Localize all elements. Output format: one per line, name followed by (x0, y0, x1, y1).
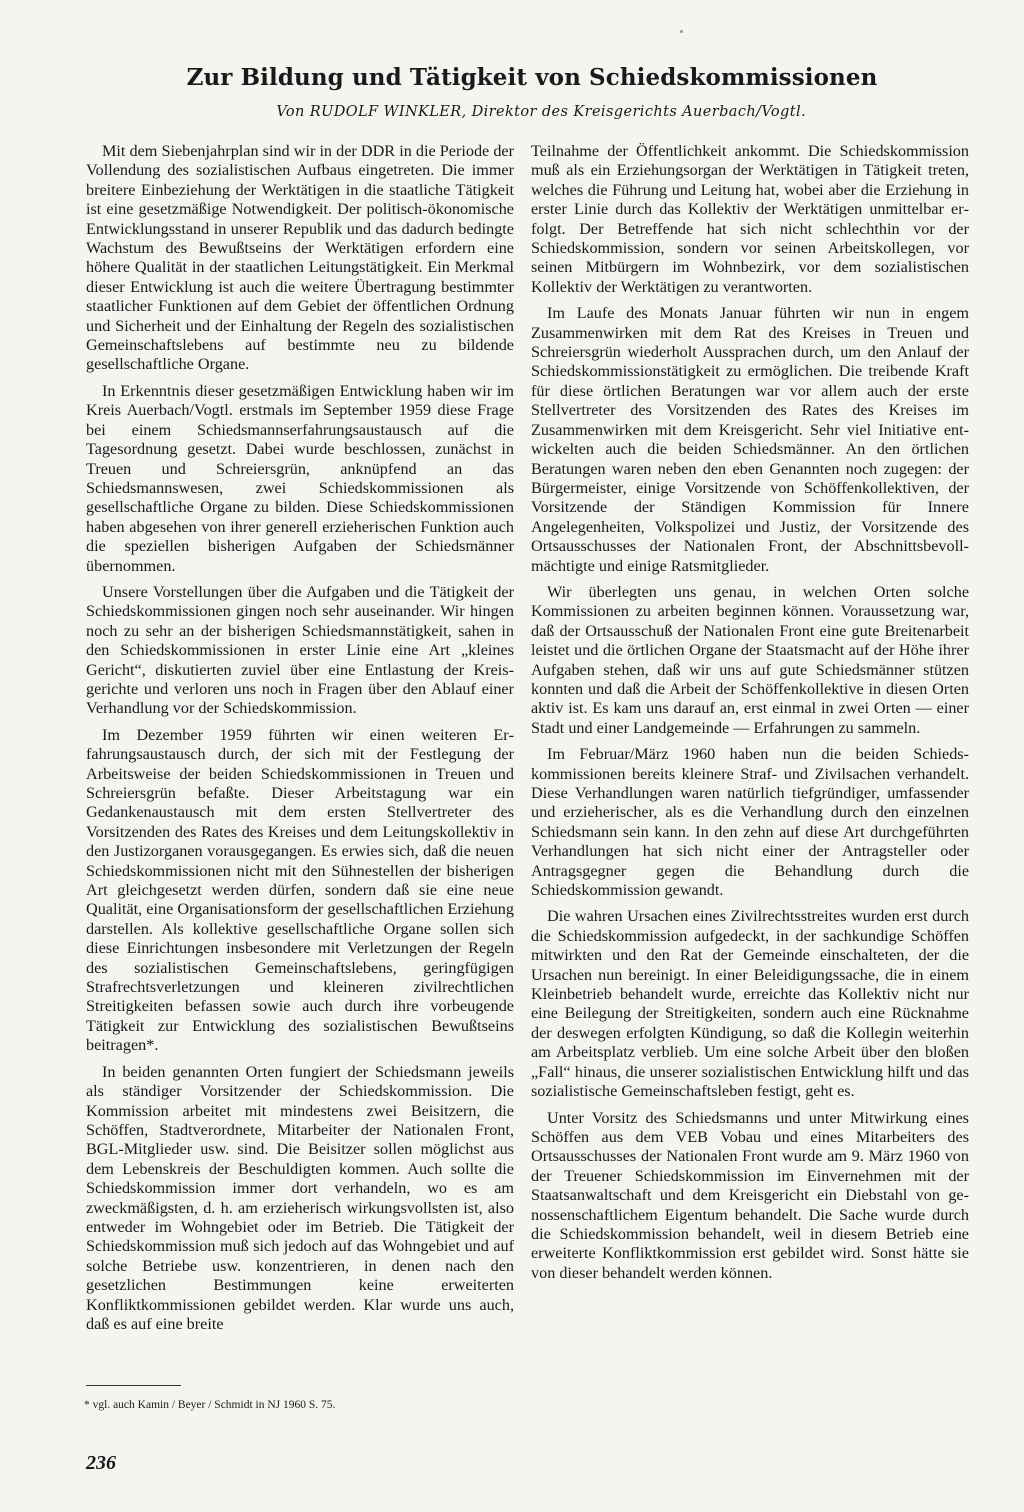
paragraph: Mit dem Siebenjahrplan sind wir in der DDR in die Periode der Vollendung des sozialistischen Aufbaus eingetreten. Die immer breitere Einbeziehung der Werktätigen in die staatliche Tätigkeit ist eine gesetzmäßige Notwendigkeit. Der politisch-ökonomische Entwicklungsstand in unserer Republik und das dadurch bedingte Wachstum des Bewußtseins der Werktätigen erfordern eine höhere Qualität in der staatlichen Leitungstätigkeit. Ein Merkmal dieser Entwicklung ist auch die weitere Übertragung bestimmter staatlicher Funktionen auf dem Gebiet der öffentlichen Ordnung und Sicherheit und der Einhaltung der Regeln des sozialistischen Gemeinschaftslebens auf bestimmte neu zu bildende gesellschaftliche Organe. (86, 142, 514, 374)
paragraph: Wir überlegten uns genau, in welchen Orten solche Kommissionen zu arbeiten beginnen können. Voraussetzung war, daß der Ortsausschuß der Nationalen Front eine gute Breitenarbeit leistet und die örtlichen Organe der Staatsmacht auf der Höhe ihrer Aufgaben stehen, daß wir uns auf gute Schiedsmänner stützen konnten und daß die Arbeit der Schöffenkollektive in diesen Orten aktiv ist. Es kam uns darauf an, erst einmal in zwei Orten — einer Stadt und einer Landgemeinde — Erfahrungen zu sammeln. (531, 582, 969, 737)
page-number: 236 (86, 1452, 116, 1474)
scan-speck (680, 30, 683, 33)
paragraph: In beiden genannten Orten fungiert der Schiedsmann jeweils als ständiger Vorsitzender der Schiedskommission. Die Kommission arbeitet mit mindestens zwei Beisitzern, die Schöffen, Stadtverordnete, Mitarbeiter der Nationalen Front, BGL-Mitglieder usw. sind. Die Beisitzer sollen möglichst aus dem Lebenskreis der Beschuldigten kommen. Auch sollte die Schiedskommission immer dort verhandeln, wo es am zweckmäßigsten, d. h. am erzieherisch wirkungsvollsten ist, also entweder im Wohngebiet oder im Betrieb. Die Tätigkeit der Schiedskommission muß sich jedoch auf das Wohngebiet und auf solche Betriebe usw. konzentrieren, in denen nach den gesetzlichen Bestimmungen keine erweiterten Konfliktkommissionen gebildet werden. Klar wurde uns auch, daß es auf eine breite (86, 1062, 514, 1333)
article-title: Zur Bildung und Tätigkeit von Schiedskommissionen (186, 64, 878, 91)
right-column (531, 142, 969, 1290)
paragraph: Die wahren Ursachen eines Zivilrechtsstreites wurden erst durch die Schiedskommission aufgedeckt, in der sachkundige Schöffen mitwirkten und den Rat der Gemeinde einschalteten, der die Ursachen nun bereinigt. In einer Beleidigungssache, die in einem Kleinbetrieb behandelt wurde, erreichte das Kollektiv nicht nur eine Beilegung der Streitigkeiten, sondern auch eine Rücknahme der deswegen erfolgten Kündigung, so daß die Kollegin weiterhin am Arbeitsplatz verblieb. Um eine solche Arbeit über den bloßen „Fall“ hinaus, die unserer sozialistischen Entwicklung hilft und das sozialistische Gemeinschaftsleben festigt, geht es. (531, 907, 969, 1101)
paragraph: Teilnahme der Öffentlichkeit ankommt. Die Schiedskommission muß als ein Erziehungsorgan der Werktätigen in Tätigkeit treten, welches die Führung und Leitung hat, wobei aber die Erziehung in erster Linie durch das Kollektiv der Werktätigen unmittelbar erfolgt. Der Betreffende hat sich nicht schlechthin vor der Schiedskommission, sondern vor seinen Arbeitskollegen, vor seinen Mitbürgern im Wohnbezirk, vor dem sozialistischen Kollektiv der Werktätigen zu verantworten. (531, 142, 969, 296)
paragraph: Im Februar/März 1960 haben nun die beiden Schiedskommissionen bereits kleinere Straf- und Zivilsachen verhandelt. Diese Verhandlungen waren natürlich tiefgründiger, umfassender und erzieherischer, als es die Verhandlung durch den einzelnen Schiedsmann sein kann. In den zehn auf diese Art durchgeführten Verhandlungen hat sich nicht einer der Antragsteller oder Antragsgegner gegen die Behandlung durch die Schiedskommission gewandt. (531, 745, 969, 900)
footnote-divider (86, 1385, 181, 1386)
paragraph: Im Dezember 1959 führten wir einen weiteren Erfahrungsaustausch durch, der sich mit der Festlegung der Arbeitsweise der beiden Schiedskommissionen in Treuen und Schreiersgrün befaßte. Dieser Arbeitstagung war ein Gedankenaustausch mit dem ersten Stellvertreter des Vorsitzenden des Rates des Kreises und dem Leitungskollektiv in den Justizorganen vorausgegangen. Es erwies sich, daß die neuen Schiedskommissionen nicht mit den Sühnestellen der bisherigen Art gleichgesetzt werden dürfen, sondern daß sie eine neue Qualität, eine Organisationsform der gesellschaftlichen Erziehung darstellen. Als kollektive gesellschaftliche Organe sollen sich diese Einrichtungen insbesondere mit Verletzungen der Regeln des sozialistischen Gemeinschaftslebens, geringfügigen Strafrechtsverletzungen und kleineren zivilrechtlichen Streitigkeiten befassen sowie auch durch ihre vorbeugende Tätigkeit zur Entwicklung des sozialistischen Bewußtseins beitragen*. (86, 725, 514, 1055)
paragraph: Im Laufe des Monats Januar führten wir nun in engem Zusammenwirken mit dem Rat des Kreises in Treuen und Schreiersgrün wiederholt Aussprachen durch, um den Anlauf der Schiedskommissionstätigkeit zu ermöglichen. Die treibende Kraft für diese örtlichen Beratungen war vor allem auch der erste Stellvertreter des Vorsitzenden des Rates des Kreises im Zusammenwirken mit dem Kreisgericht. Sehr viel Initiative entwickelten auch die beiden Schiedsmänner. An den örtlichen Beratungen waren neben den eben Genannten noch zugegen: der Bürgermeister, einige Vorsitzende von Schöffenkollektiven, der Vorsitzende der Ständigen Kommission für Innere Angelegenheiten, Volkspolizei und Justiz, der Vorsitzende des Ortsausschusses der Nationalen Front, der Abschnittsbevollmächtigte und einige Ratsmitglieder. (531, 304, 969, 575)
paragraph: In Erkenntnis dieser gesetzmäßigen Entwicklung haben wir im Kreis Auerbach/Vogtl. erstmals im September 1959 diese Frage bei einem Schiedsmannserfahrungsaustausch auf die Tagesordnung gesetzt. Dabei wurde beschlossen, zunächst in Treuen und Schreiersgrün, anknüpfend an das Schiedsmannswesen, zwei Schiedskommissionen als gesellschaftliche Organe zu bilden. Diese Schiedskommissionen haben abgesehen von ihrer generell erzieherischen Funktion auch die speziellen bisherigen Aufgaben der Schiedsmänner übernommen. (86, 381, 514, 575)
left-column (86, 142, 514, 1341)
footnote: * vgl. auch Kamin / Beyer / Schmidt in NJ 1960 S. 75. (84, 1399, 336, 1411)
paragraph: Unsere Vorstellungen über die Aufgaben und die Tätigkeit der Schiedskommissionen gingen noch sehr auseinander. Wir hingen noch zu sehr an der bisherigen Schiedsmannstätigkeit, sahen in den Schiedskommissionen in erster Linie eine Art „kleines Gericht“, diskutierten zuviel über eine Entlastung der Kreisgerichte und verloren uns noch in Fragen über den Ablauf einer Verhandlung vor der Schiedskommission. (86, 582, 514, 718)
article-byline: Von RUDOLF WINKLER, Direktor des Kreisgerichts Auerbach/Vogtl. (276, 104, 806, 120)
paragraph: Unter Vorsitz des Schiedsmanns und unter Mitwirkung eines Schöffen aus dem VEB Vobau und eines Mitarbeiters des Ortsausschusses der Nationalen Front wurde am 9. März 1960 von der Treuener Schiedskommission im Einvernehmen mit der Staatsanwaltschaft und dem Kreisgericht ein Diebstahl von genossenschaftlichem Eigentum behandelt. Die Sache wurde durch die Schiedskommission behandelt, weil in diesem Betrieb eine erweiterte Konfliktkommission erst gebildet wird. Sonst hätte sie von dieser behandelt werden können. (531, 1108, 969, 1282)
